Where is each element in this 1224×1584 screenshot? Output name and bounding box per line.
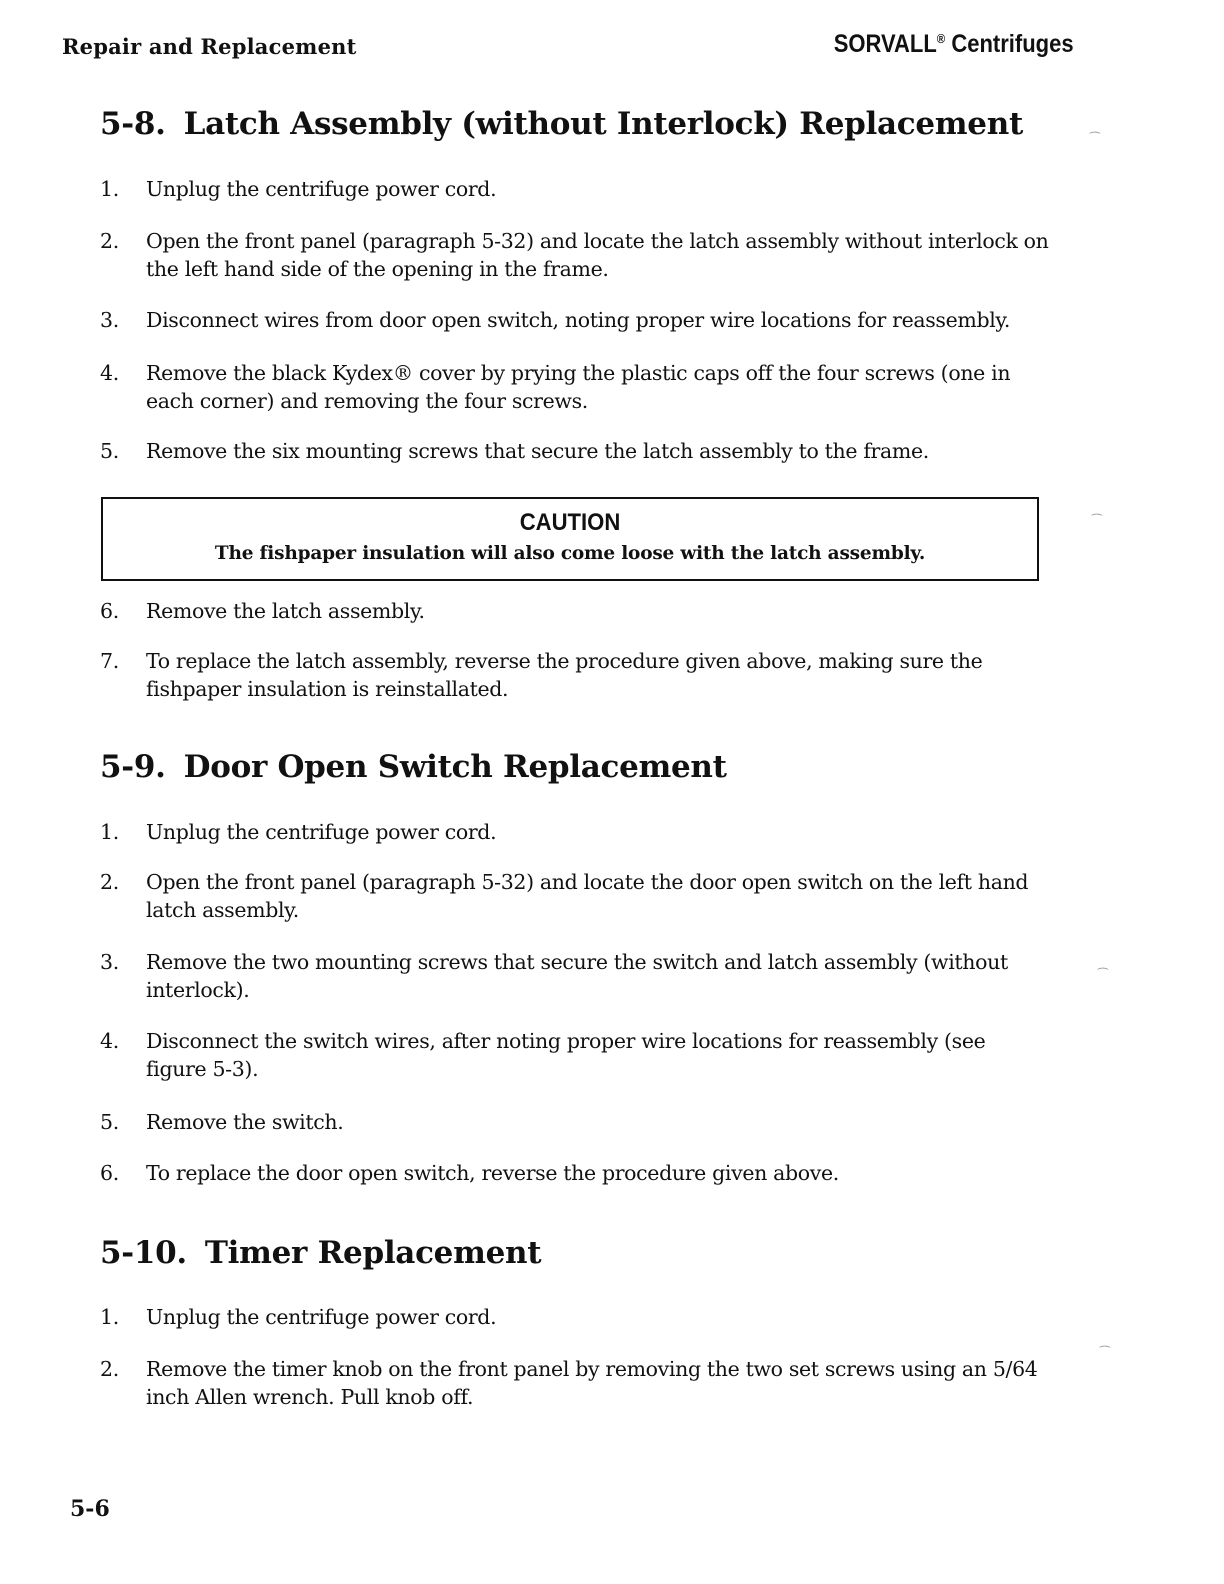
- section-title-text: Latch Assembly (without Interlock) Replacement: [183, 106, 1023, 142]
- step-list: [100, 1108, 1050, 1136]
- step-text: Open the front panel (paragraph 5-32) and locate the door open switch on the left hand latch assembly.: [146, 870, 1029, 922]
- step-number: 1.: [100, 1305, 119, 1329]
- list-item: [100, 597, 1050, 625]
- list-item: [100, 868, 1050, 924]
- step-list: [100, 306, 1050, 334]
- step-text: Remove the black Kydex® cover by prying the plastic caps off the four screws (one in each corner) and removing the four screws.: [146, 361, 1011, 413]
- list-item: [100, 175, 1050, 203]
- step-text: Open the front panel (paragraph 5-32) and locate the latch assembly without interlock on the left hand side of the opening in the frame.: [146, 229, 1049, 281]
- step-text: Unplug the centrifuge power cord.: [146, 1305, 497, 1329]
- list-item: [100, 227, 1050, 283]
- step-number: 6.: [100, 1161, 119, 1185]
- scan-mark: ⁔: [1090, 120, 1100, 134]
- caution-title: CAUTION: [519, 509, 621, 536]
- section-title: [100, 1235, 1050, 1271]
- step-number: 2.: [100, 229, 119, 253]
- running-header-right: [834, 30, 1074, 59]
- step-number: 2.: [100, 870, 119, 894]
- section-title-text: Door Open Switch Replacement: [183, 749, 727, 785]
- step-number: 6.: [100, 599, 119, 623]
- step-number: 1.: [100, 177, 119, 201]
- step-list: [100, 359, 1050, 415]
- list-item: [100, 1027, 1050, 1083]
- scan-mark: ⁔: [1100, 1334, 1110, 1348]
- list-item: [100, 818, 1050, 846]
- list-item: [100, 1303, 1050, 1331]
- step-number: 7.: [100, 649, 119, 673]
- list-item: [100, 1108, 1050, 1136]
- step-text: Remove the two mounting screws that secure the switch and latch assembly (without interlock).: [146, 950, 1008, 1002]
- step-text: Unplug the centrifuge power cord.: [146, 177, 497, 201]
- list-item: [100, 1355, 1050, 1411]
- section-number: 5-9.: [100, 749, 166, 785]
- step-number: 3.: [100, 950, 119, 974]
- section-5-10: [100, 1235, 1050, 1271]
- step-list: [100, 1159, 1050, 1187]
- step-text: Remove the latch assembly.: [146, 599, 425, 623]
- step-number: 1.: [100, 820, 119, 844]
- step-number: 2.: [100, 1357, 119, 1381]
- list-item: [100, 1159, 1050, 1187]
- step-list: [100, 175, 1050, 203]
- step-list: [100, 948, 1050, 1004]
- scan-mark: ⁔: [1098, 956, 1108, 970]
- step-list: [100, 1027, 1050, 1083]
- step-number: 4.: [100, 1029, 119, 1053]
- page-number: 5-6: [70, 1496, 110, 1522]
- list-item: [100, 306, 1050, 334]
- caution-text: The fishpaper insulation will also come loose with the latch assembly.: [214, 543, 926, 564]
- step-list: [100, 818, 1050, 846]
- step-list: [100, 227, 1050, 283]
- step-text: Disconnect wires from door open switch, noting proper wire locations for reassembly.: [146, 308, 1011, 332]
- step-number: 5.: [100, 1110, 119, 1134]
- step-number: 5.: [100, 439, 119, 463]
- scan-mark: ⁔: [1092, 502, 1102, 516]
- list-item: [100, 359, 1050, 415]
- section-title-text: Timer Replacement: [204, 1235, 542, 1271]
- brand-name: SORVALL: [834, 30, 938, 58]
- section-number: 5-10.: [100, 1235, 187, 1271]
- step-text: Disconnect the switch wires, after noting proper wire locations for reassembly (see figure 5-3).: [146, 1029, 986, 1081]
- section-5-9: [100, 749, 1050, 785]
- list-item: [100, 948, 1050, 1004]
- step-text: To replace the door open switch, reverse the procedure given above.: [146, 1161, 839, 1185]
- list-item: [100, 437, 1050, 465]
- step-number: 3.: [100, 308, 119, 332]
- step-text: Remove the timer knob on the front panel by removing the two set screws using an 5/64 inch Allen wrench. Pull knob off.: [146, 1357, 1038, 1409]
- step-text: Remove the six mounting screws that secure the latch assembly to the frame.: [146, 439, 929, 463]
- section-title: [100, 106, 1050, 142]
- step-text: Unplug the centrifuge power cord.: [146, 820, 497, 844]
- step-list: [100, 1303, 1050, 1331]
- registered-mark: ®: [937, 31, 946, 46]
- brand-suffix: Centrifuges: [945, 30, 1074, 58]
- step-list: [100, 597, 1050, 625]
- section-title: [100, 749, 1050, 785]
- step-list: [100, 647, 1050, 703]
- section-number: 5-8.: [100, 106, 166, 142]
- running-header-left: Repair and Replacement: [62, 34, 357, 59]
- step-text: To replace the latch assembly, reverse the procedure given above, making sure the fishpaper insulation is reinstallated.: [146, 649, 983, 701]
- list-item: [100, 647, 1050, 703]
- step-list: [100, 1355, 1050, 1411]
- step-list: [100, 868, 1050, 924]
- step-list: [100, 437, 1050, 465]
- section-5-8: [100, 106, 1050, 142]
- step-number: 4.: [100, 361, 119, 385]
- caution-box: [101, 497, 1039, 581]
- step-text: Remove the switch.: [146, 1110, 344, 1134]
